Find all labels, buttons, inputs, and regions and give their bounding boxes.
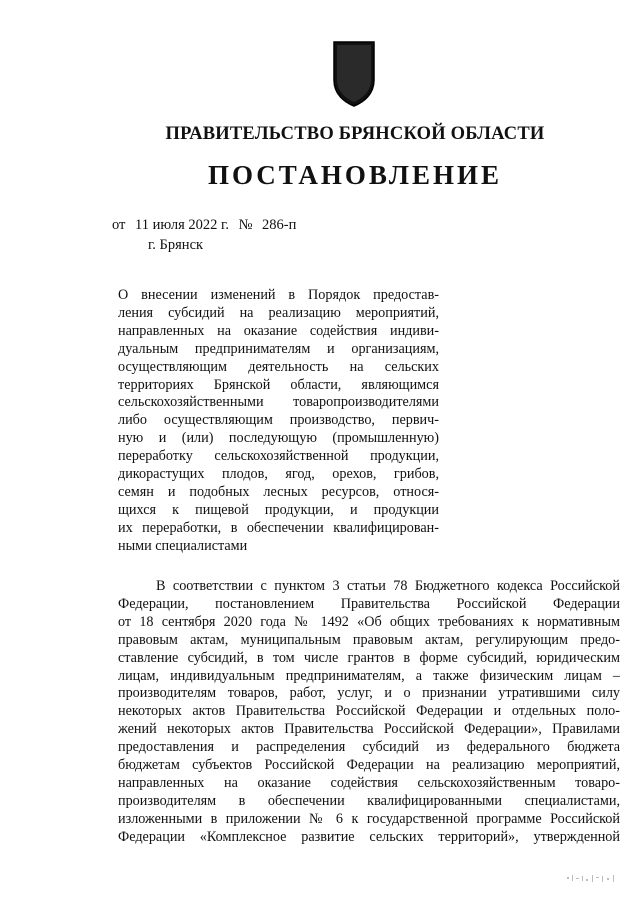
body-line: от 18 сентября 2020 года № 1492 «Об общих требованиях к нормативным — [118, 613, 620, 630]
subject-line: семян и подобных лесных ресурсов, относя- — [118, 483, 439, 500]
body-line: изложенными в приложении № 6 к государственной программе Российской — [118, 810, 620, 827]
body-line: бюджетам субъектов Российской Федерации на реализацию мероприятий, — [118, 757, 620, 774]
subject-line: ными специалистами — [118, 537, 248, 554]
scan-artifact — [565, 872, 620, 886]
subject-line: ления субсидий на реализацию мероприятий, — [118, 304, 439, 321]
body-line: Федерации «Комплексное развитие сельских территорий», утвержденной — [118, 828, 620, 845]
document-date-number — [112, 217, 302, 234]
coat-of-arms-icon — [330, 40, 378, 108]
subject-line: их переработки, в обеспечении квалифицирован- — [118, 519, 439, 536]
body-line: Федерации, постановлением Правительства Российской Федерации — [118, 595, 620, 612]
document-number: 286-п — [262, 217, 297, 233]
body-line: В соответствии с пунктом 3 статьи 78 Бюджетного кодекса Российской — [156, 578, 620, 594]
date-prefix: от — [112, 217, 126, 233]
body-line: правовым актам, муниципальным правовым актам, регулирующим предо- — [118, 631, 620, 648]
subject-line: дикорастущих плодов, ягод, орехов, грибов, — [118, 466, 439, 483]
body-line: производителям в обеспечении квалифицированными специалистами, — [118, 792, 620, 809]
subject-line: дуальным предпринимателям и организациям, — [118, 340, 439, 357]
body-line: производителям товаров, работ, услуг, и о признании утратившими силу — [118, 685, 620, 702]
number-prefix: № — [238, 217, 253, 233]
organization-title: ПРАВИТЕЛЬСТВО БРЯНСКОЙ ОБЛАСТИ — [165, 124, 545, 144]
subject-line: территориях Брянской области, являющимся — [118, 376, 439, 393]
document-subject — [118, 287, 439, 556]
subject-line: щихся к пищевой продукции, и продукции — [118, 501, 439, 518]
subject-line: осуществляющим деятельность на сельских — [118, 358, 439, 375]
subject-line: направленных на оказание содействия индиви- — [118, 322, 439, 339]
subject-line: ную и (или) последующую (промышленную) — [118, 430, 439, 447]
subject-line: сельскохозяйственными товаропроизводителями — [118, 394, 439, 411]
body-line: ставление субсидий, в том числе грантов в форме субсидий, юридическим — [118, 649, 620, 666]
body-line: предоставления и распределения субсидий из федерального бюджета — [118, 739, 620, 756]
document-body — [118, 578, 620, 847]
subject-line: О внесении изменений в Порядок предостав- — [118, 287, 439, 303]
body-line: направленных на оказание содействия сельскохозяйственным товаро- — [118, 774, 620, 791]
document-city: г. Брянск — [148, 237, 204, 253]
body-line: некоторых актов Правительства Российской Федерации и отдельных поло- — [118, 703, 620, 720]
subject-line: переработку сельскохозяйственной продукции, — [118, 448, 439, 465]
document-type-title: ПОСТАНОВЛЕНИЕ — [207, 160, 503, 190]
body-line: лицам, индивидуальным предпринимателям, а также физическим лицам – — [118, 667, 620, 684]
subject-line: либо осуществляющим производство, первич- — [118, 412, 439, 429]
document-date: 11 июля 2022 г. — [135, 217, 229, 233]
body-line: жений некоторых актов Правительства Российской Федерации», Правилами — [118, 721, 620, 738]
